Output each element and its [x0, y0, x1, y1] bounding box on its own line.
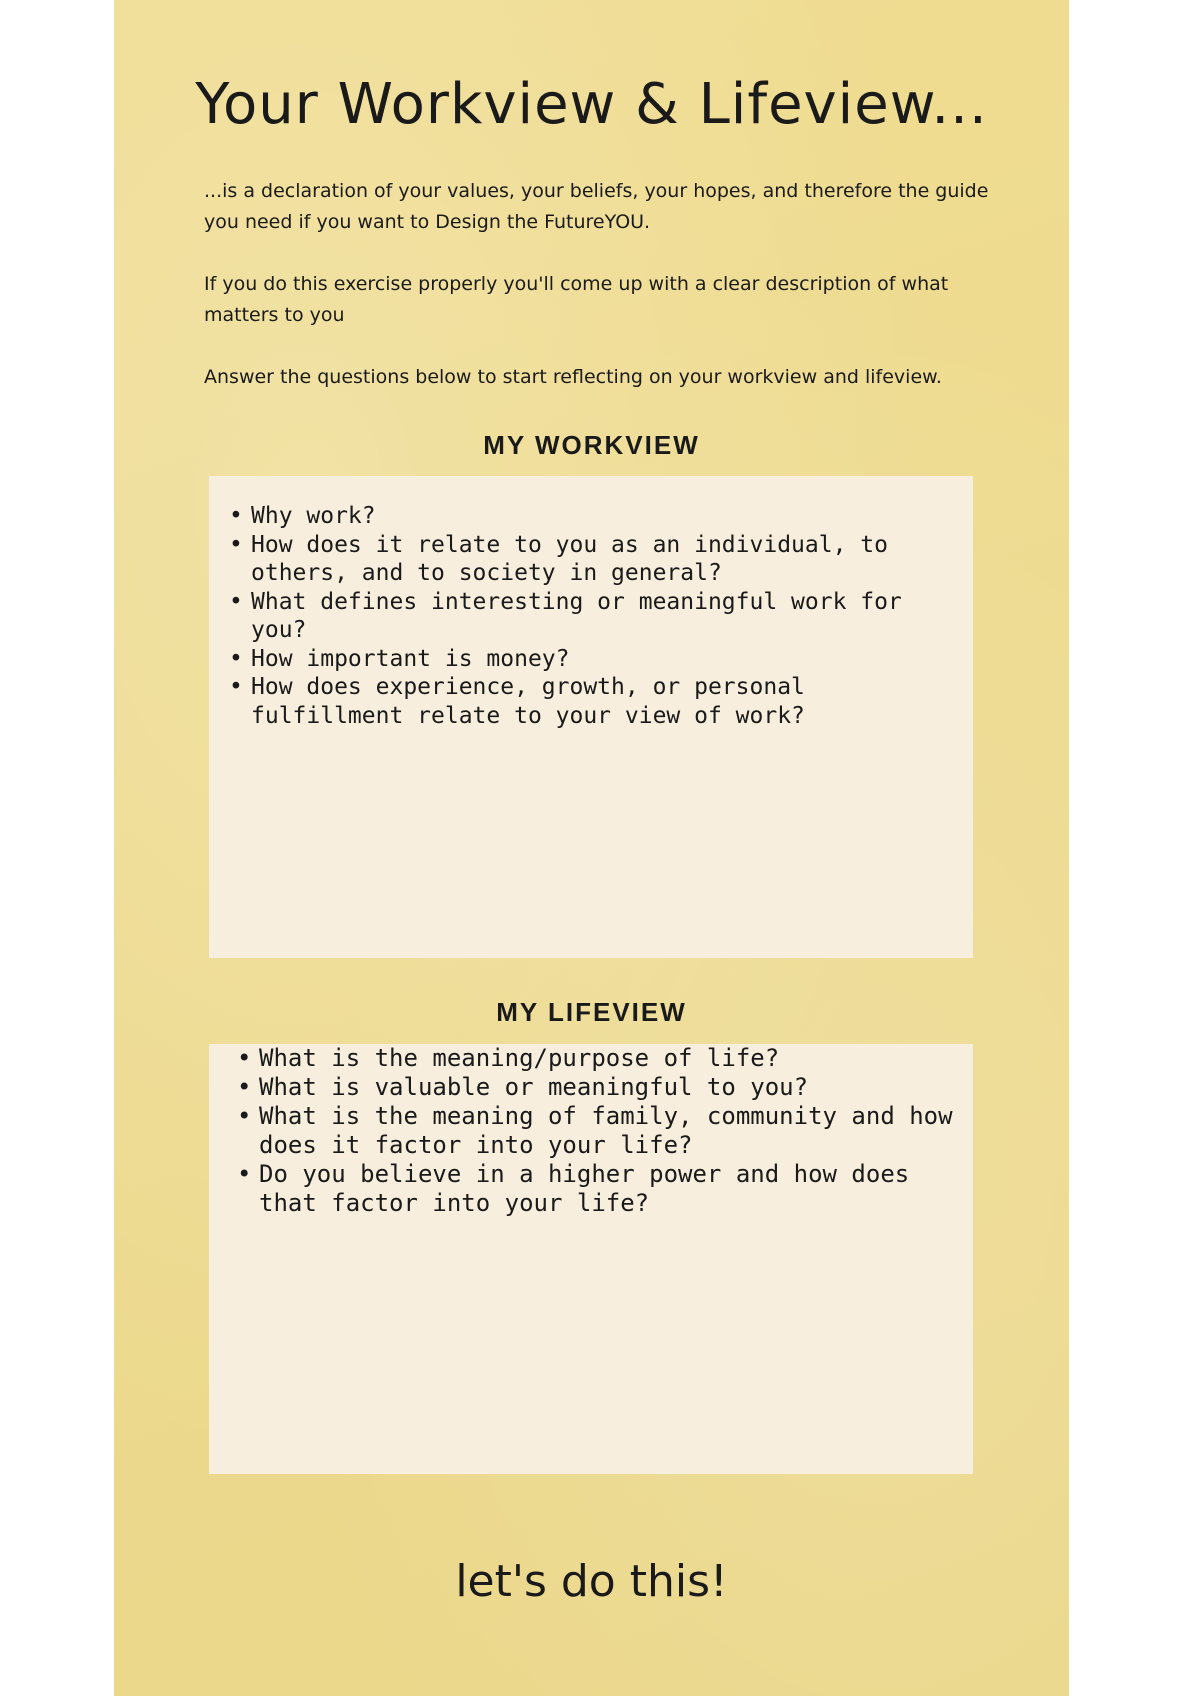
workview-question-list: [209, 476, 973, 730]
closing-text: let's do this!: [455, 1556, 728, 1607]
bullet-icon: •: [229, 645, 243, 672]
intro-paragraph: If you do this exercise properly you'll come up with a clear description of what matters to you: [204, 273, 949, 326]
list-item: [237, 1102, 963, 1160]
question-text: What is valuable or meaningful to you?: [259, 1073, 809, 1101]
list-item: [229, 531, 963, 588]
list-item: [229, 673, 963, 730]
bullet-icon: •: [229, 588, 243, 615]
lifeview-heading: MY LIFEVIEW: [496, 997, 687, 1027]
question-text: How important is money?: [251, 645, 570, 672]
bullet-icon: •: [237, 1102, 252, 1130]
question-text: How does it relate to you as an individual, to others, and to society in general?: [251, 531, 888, 586]
intro-paragraph: Answer the questions below to start reflecting on your workview and lifeview.: [204, 366, 942, 388]
question-text: What defines interesting or meaningful work for you?: [251, 588, 902, 643]
list-item: [229, 645, 963, 674]
question-text: Why work?: [251, 503, 376, 529]
list-item: [237, 1073, 963, 1102]
lifeview-answer-box[interactable]: [209, 1044, 973, 1474]
intro-text: [204, 176, 1004, 424]
workview-heading: MY WORKVIEW: [483, 430, 700, 460]
list-item: [229, 588, 963, 645]
bullet-icon: •: [229, 503, 243, 529]
intro-paragraph: ...is a declaration of your values, your beliefs, your hopes, and therefore the guide you need if you want to Design the FutureYOU.: [204, 180, 989, 233]
list-item: [237, 1160, 963, 1218]
list-item: [237, 1044, 963, 1073]
workview-answer-box[interactable]: [209, 476, 973, 958]
question-text: What is the meaning of family, community and how does it factor into your life?: [259, 1102, 953, 1159]
bullet-icon: •: [237, 1044, 252, 1072]
bullet-icon: •: [237, 1160, 252, 1188]
page-title: Your Workview & Lifeview...: [195, 72, 988, 137]
bullet-icon: •: [229, 674, 243, 700]
question-text: What is the meaning/purpose of life?: [259, 1044, 780, 1072]
lifeview-question-list: [209, 1044, 973, 1218]
bullet-icon: •: [237, 1073, 252, 1101]
question-text: How does experience, growth, or personal fulfillment relate to your view of work?: [251, 674, 805, 729]
bullet-icon: •: [229, 531, 243, 558]
list-item: [229, 502, 963, 531]
worksheet-page: [114, 0, 1069, 1696]
question-text: Do you believe in a higher power and how does that factor into your life?: [259, 1160, 910, 1217]
